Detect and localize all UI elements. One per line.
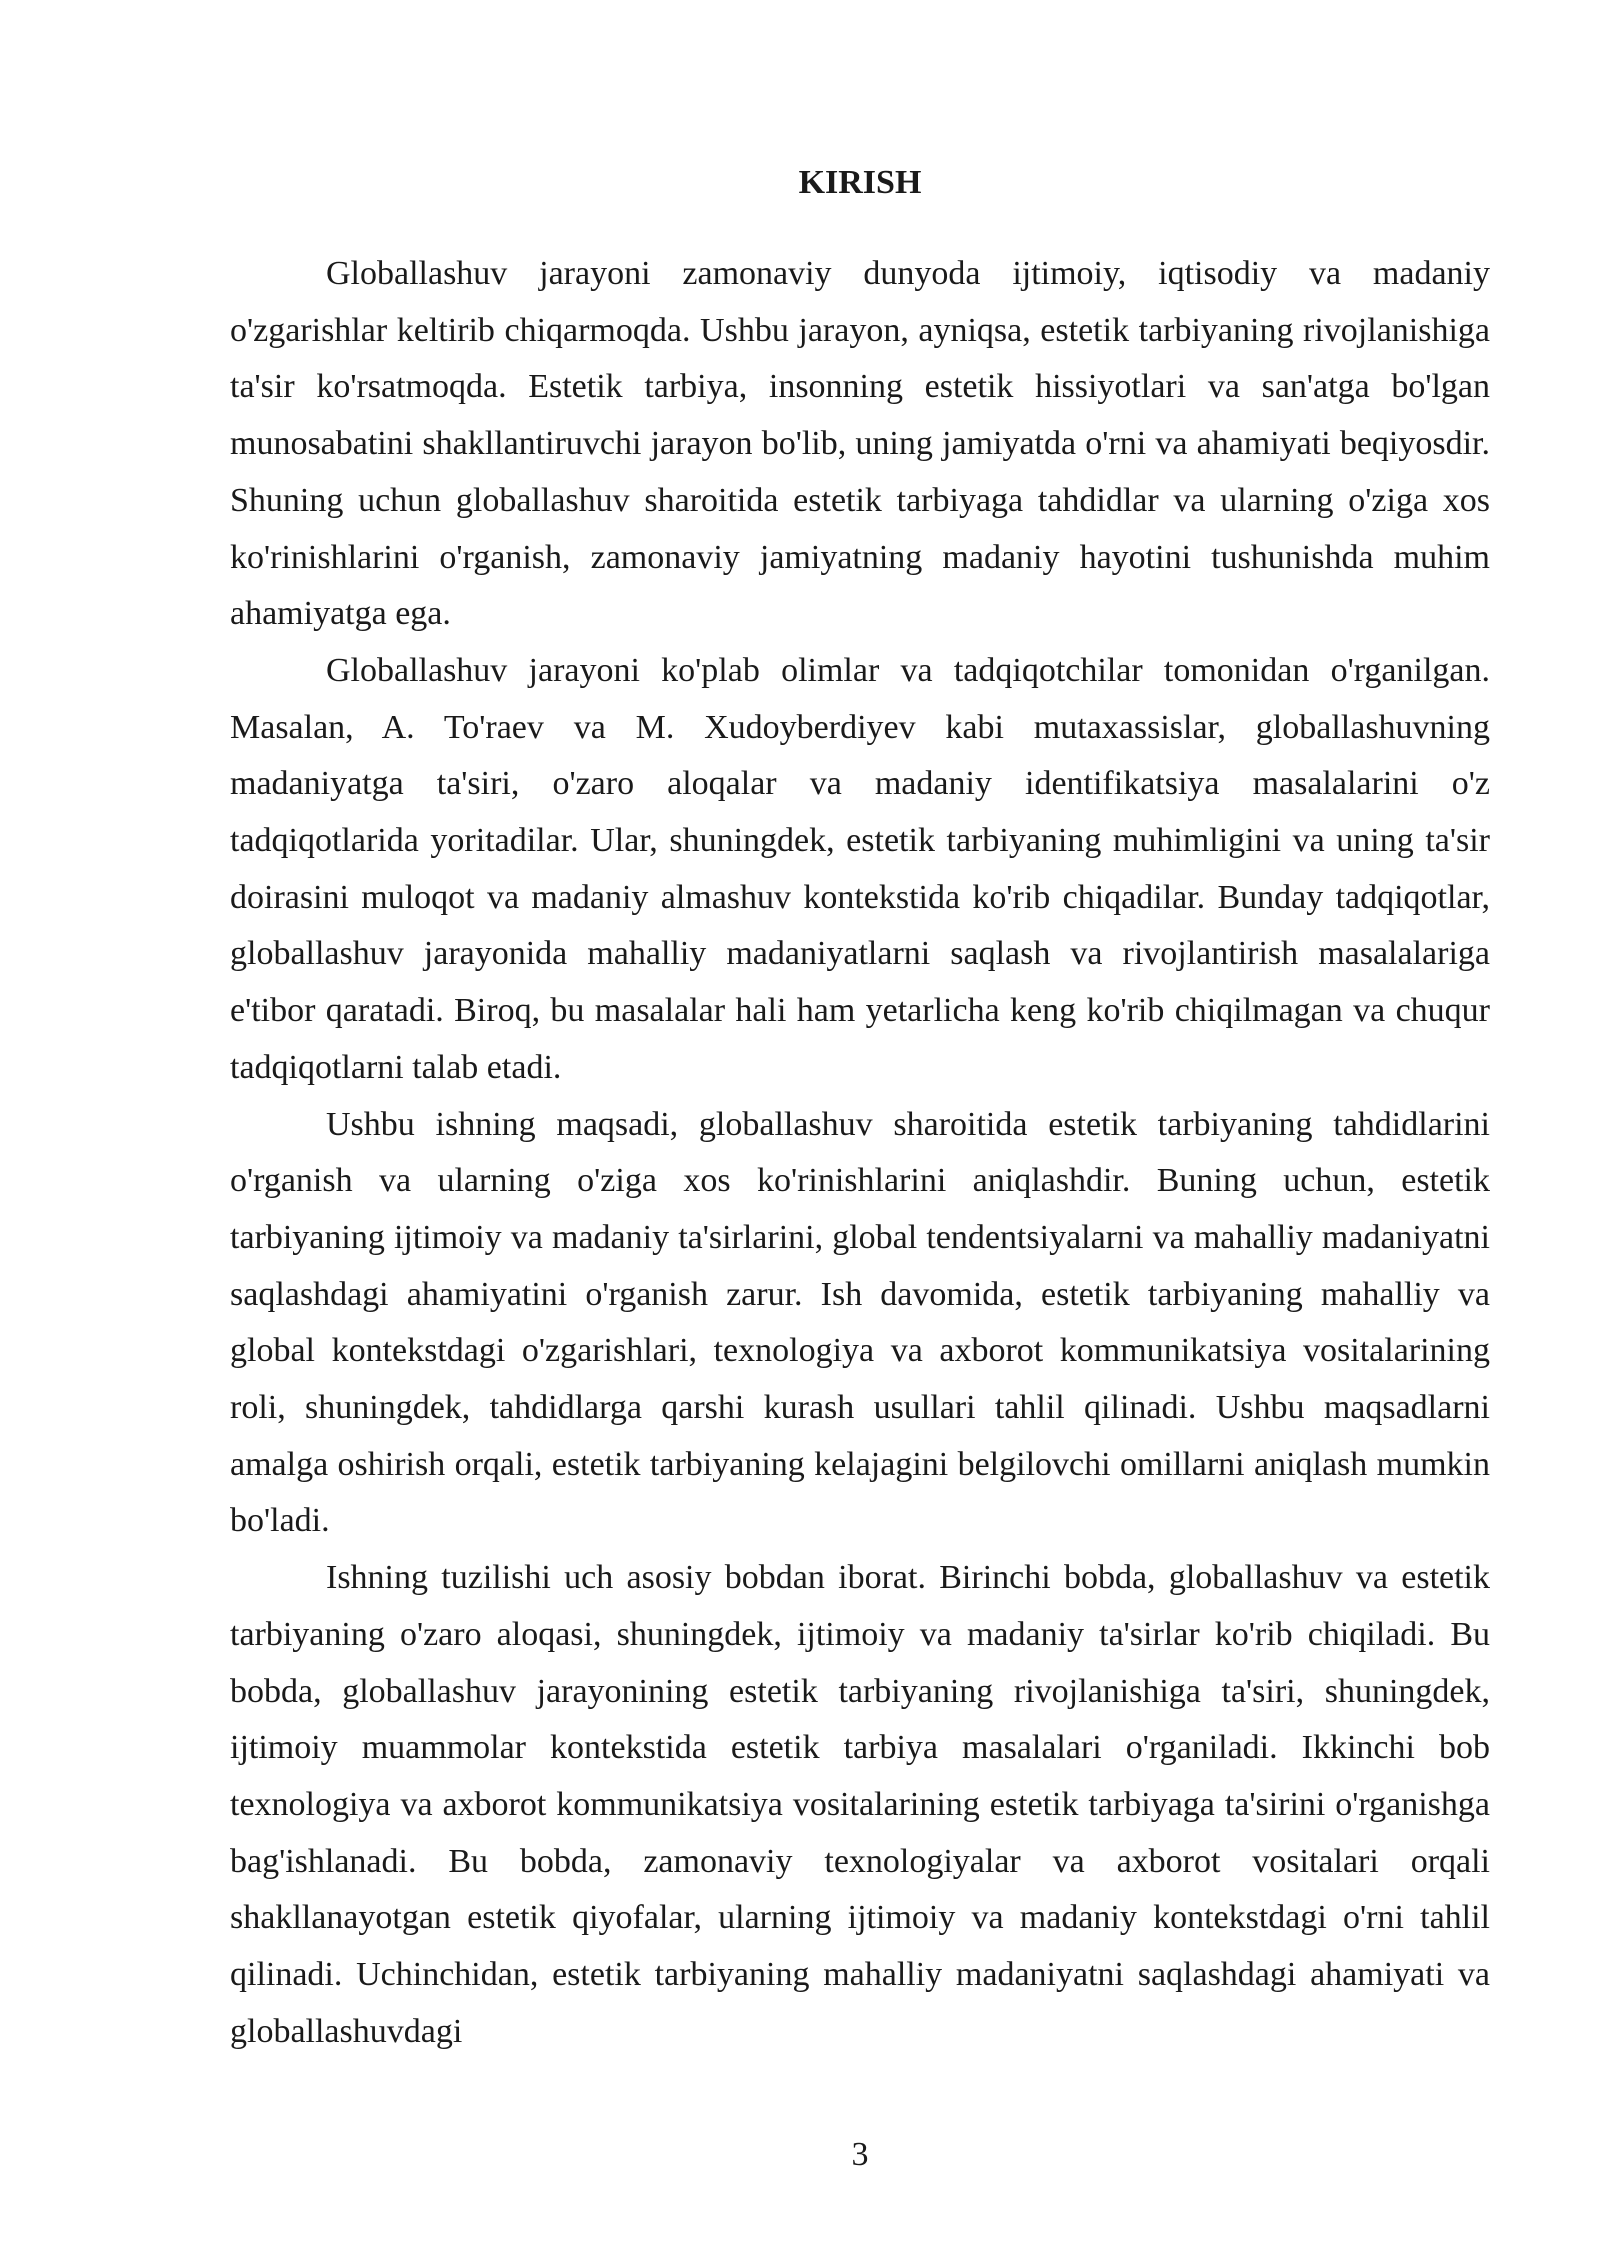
page-number: 3 — [851, 2136, 869, 2173]
body-text — [230, 246, 1490, 2061]
page-title: KIRISH — [798, 164, 922, 201]
paragraph-4: Ishning tuzilishi uch asosiy bobdan iborat. Birinchi bobda, globallashuv va estetik tarbiyaning o'zaro aloqasi, shuningdek, ijtimoiy va madaniy ta'sirlar ko'rib chiqiladi. Bu bobda, globallashuv jarayonining estetik tarbiyaning rivojlanishiga ta'siri, shuningdek, ijtimoiy muammolar kontekstida estetik tarbiya masalalari o'rganiladi. Ikkinchi bob texnologiya va axborot kommunikatsiya vositalarining estetik tarbiyaga ta'sirini o'rganishga bag'ishlanadi. Bu bobda, zamonaviy texnologiyalar va axborot vositalari orqali shakllanayotgan estetik qiyofalar, ularning ijtimoiy va madaniy kontekstdagi o'rni tahlil qilinadi. Uchinchidan, estetik tarbiyaning mahalliy madaniyatni saqlashdagi ahamiyati va globallashuvdagi — [230, 1559, 1490, 2050]
paragraph-1: Globallashuv jarayoni zamonaviy dunyoda ijtimoiy, iqtisodiy va madaniy o'zgarishlar keltirib chiqarmoqda. Ushbu jarayon, ayniqsa, estetik tarbiyaning rivojlanishiga ta'sir ko'rsatmoqda. Estetik tarbiya, insonning estetik hissiyotlari va san'atga bo'lgan munosabatini shakllantiruvchi jarayon bo'lib, uning jamiyatda o'rni va ahamiyati beqiyosdir. Shuning uchun globallashuv sharoitida estetik tarbiyaga tahdidlar va ularning o'ziga xos ko'rinishlarini o'rganish, zamonaviy jamiyatning madaniy hayotini tushunishda muhim ahamiyatga ega. — [230, 255, 1490, 633]
paragraph-2: Globallashuv jarayoni ko'plab olimlar va tadqiqotchilar tomonidan o'rganilgan. Masalan, A. To'raev va M. Xudoyberdiyev kabi mutaxassislar, globallashuvning madaniyatga ta'siri, o'zaro aloqalar va madaniy identifikatsiya masalalarini o'z tadqiqotlarida yoritadilar. Ular, shuningdek, estetik tarbiyaning muhimligini va uning ta'sir doirasini muloqot va madaniy almashuv kontekstida ko'rib chiqadilar. Bunday tadqiqotlar, globallashuv jarayonida mahalliy madaniyatlarni saqlash va rivojlantirish masalalariga e'tibor qaratadi. Biroq, bu masalalar hali ham yetarlicha keng ko'rib chiqilmagan va chuqur tadqiqotlarni talab etadi. — [230, 651, 1490, 1086]
paragraph-3: Ushbu ishning maqsadi, globallashuv sharoitida estetik tarbiyaning tahdidlarini o'rganish va ularning o'ziga xos ko'rinishlarini aniqlashdir. Buning uchun, estetik tarbiyaning ijtimoiy va madaniy ta'sirlarini, global tendentsiyalarni va mahalliy madaniyatni saqlashdagi ahamiyatini o'rganish zarur. Ish davomida, estetik tarbiyaning mahalliy va global kontekstdagi o'zgarishlari, texnologiya va axborot kommunikatsiya vositalarining roli, shuningdek, tahdidlarga qarshi kurash usullari tahlil qilinadi. Ushbu maqsadlarni amalga oshirish orqali, estetik tarbiyaning kelajagini belgilovchi omillarni aniqlash mumkin bo'ladi. — [230, 1105, 1490, 1540]
